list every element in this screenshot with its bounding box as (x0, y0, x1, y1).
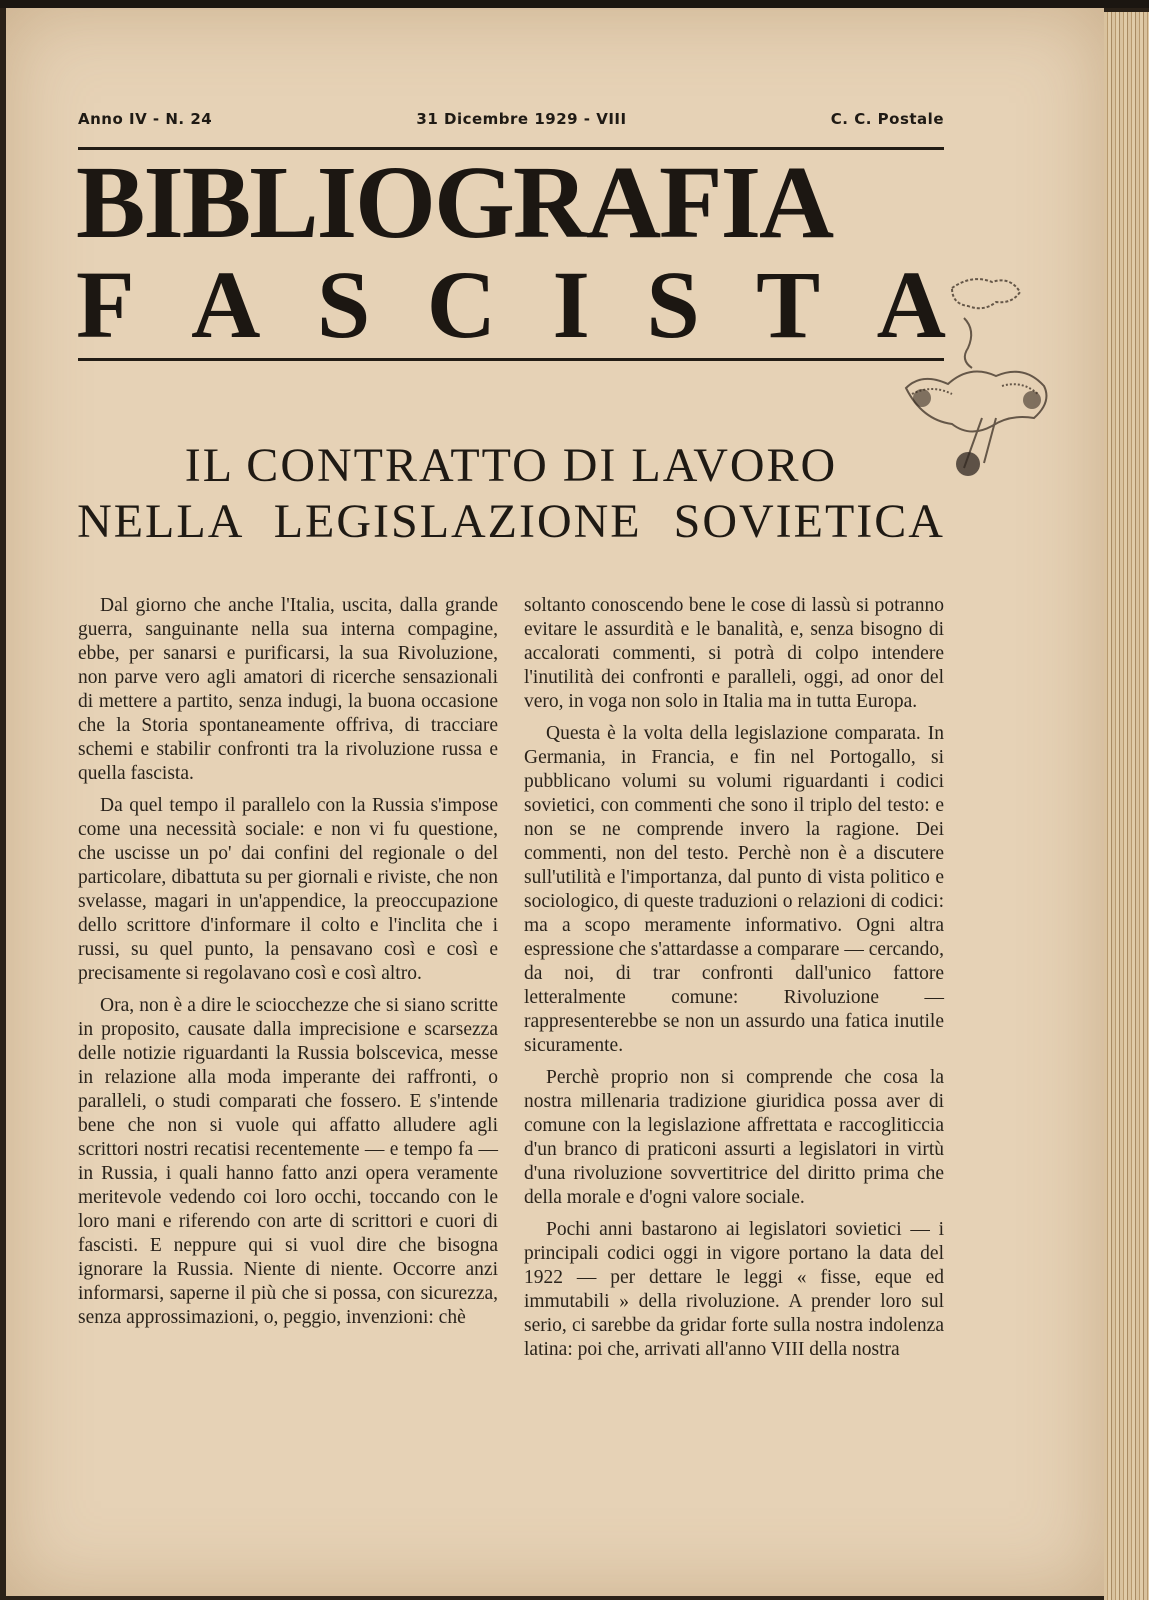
paragraph: Da quel tempo il parallelo con la Russia s'impose come una necessità sociale: e non vi fu questione, che uscisse un po' dai confini del regionale o del particolare, dibattuta su per giornali e riviste, che non svelasse, magari in un'appendice, la preoccupazione dello scrittore d'informare il colto e l'inclita che i russi, su quel punto, la pensavano così e così e precisamente si regolavano così e così altro. (78, 795, 498, 984)
title-letter: S (316, 251, 371, 358)
article-headline (76, 438, 946, 550)
scan-top-edge (0, 0, 1149, 8)
issue-date: 31 Dicembre 1929 - VIII (416, 110, 627, 128)
paragraph: soltanto conoscendo bene le cose di lassù si potranno evitare le assurdità e le banalità, e, senza bisogno di accalorati commenti, si potrà di colpo intendere l'inutilità dei confronti e paralleli, oggi, ad onor del vero, in voga non solo in Italia ma in tutta Europa. (524, 595, 944, 712)
title-bibliografia: BIBLIOGRAFIA (76, 145, 833, 260)
paragraph: Perchè proprio non si comprende che cosa la nostra millenaria tradizione giuridica possa aver di comune con la legislazione affrettata e raccogliticcia d'un branco di praticoni assurti a legislatori in virtù d'una rivoluzione sovvertitrice del diritto prima che della morale e d'ogni valore sociale. (524, 1067, 944, 1208)
postal-note: C. C. Postale (830, 110, 944, 128)
masthead-info (78, 110, 944, 128)
article-column-right (524, 594, 944, 1370)
title-letter: S (646, 251, 700, 358)
paragraph: Questa è la volta della legislazione comparata. In Germania, in Francia, e fin nel Portogallo, si pubblicano volumi su volumi riguardanti i codici sovietici, con commenti che sono il triplo del testo: e non se ne comprende invero la ragione. Dei commenti, non del testo. Perchè non è a discutere sull'utilità e l'importanza, dal punto di vista politico e sociologico, di queste traduzioni o relazioni di codici: ma a scopo meramente informativo. Ogni altra espressione che s'attardasse a comparare — cercando, da noi, di trar confronti dall'unico fattore letteralmente comune: Rivoluzione — rappresenterebbe se non un assurdo una fatica inutile sicuramente. (524, 723, 944, 1056)
title-letter: I (552, 251, 590, 358)
article-column-left (78, 594, 498, 1338)
title-fascista (76, 251, 946, 358)
paragraph: Ora, non è a dire le sciocchezze che si siano scritte in proposito, causate dalla imprecisione e scarsezza delle notizie riguardanti la Russia bolscevica, messe in relazione alla moda imperante dei raffronti, o paralleli, o studi comparati che fossero. E s'intende bene che non si vuole qui affatto alludere agli scrittori nostri recatisi recentemente — e tempo fa — in Russia, i quali hanno fatto anzi opera veramente meritevole vedendo coi loro occhi, toccando con le loro mani e riferendo con arte di scrittori e cuori di fascisti. E neppure qui si vuol dire che bisogna ignorare la Russia. Niente di niente. Occorre anzi informarsi, saperne il più che si possa, con sicurezza, senza approssimazioni, o, peggio, invenzioni: chè (78, 995, 498, 1328)
title-letter: C (426, 251, 497, 358)
paragraph: Dal giorno che anche l'Italia, uscita, dalla grande guerra, sanguinante nella sua interna compagine, ebbe, per sanarsi e purificarsi, la sua Rivoluzione, non parve vero agli amatori di ricerche sensazionali di mettere a partito, senza indugi, la buona occasione che la Storia spontaneamente offriva, di tracciare schemi e stabilir confronti tra la rivoluzione russa e quella fascista. (78, 595, 498, 784)
paragraph: Pochi anni bastarono ai legislatori sovietici — i principali codici oggi in vigore portano la data del 1922 — per dettare le leggi « fisse, eque ed immutabili » della rivoluzione. A prender loro sul serio, ci sarebbe da gridar forte sulla nostra indolenza latina: poi che, arrivati all'anno VIII della nostra (524, 1219, 944, 1360)
page-stack-edge (1104, 12, 1149, 1600)
headline-line-1: IL CONTRATTO DI LAVORO (184, 439, 838, 492)
issue-number: Anno IV - N. 24 (78, 110, 213, 128)
title-letter: A (876, 251, 946, 358)
title-letter: F (76, 251, 135, 358)
title-letter: A (191, 251, 261, 358)
masthead-rule-bottom (78, 358, 944, 361)
title-letter: T (756, 251, 821, 358)
headline-line-2: NELLA LEGISLAZIONE SOVIETICA (77, 495, 945, 548)
